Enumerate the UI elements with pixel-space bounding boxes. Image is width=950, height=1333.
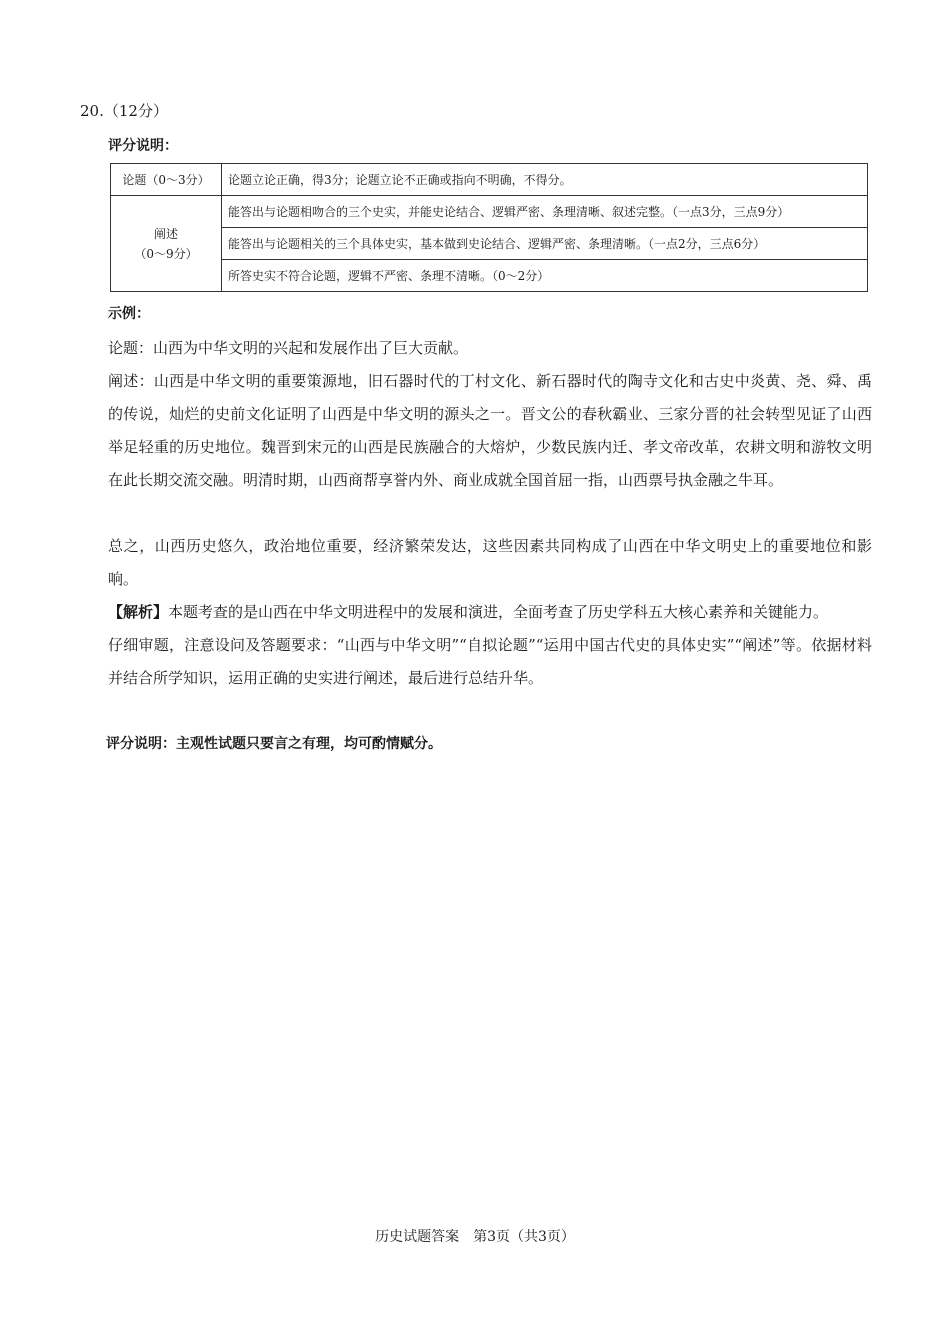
- rubric-criteria-elaboration-2: 能答出与论题相关的三个具体史实，基本做到史论结合、逻辑严密、条理清晰。（一点2分，三点6分）: [222, 228, 868, 260]
- rubric-row-thesis: [111, 164, 868, 196]
- analysis-section: [108, 596, 872, 695]
- example-label: 示例：: [108, 306, 150, 322]
- analysis-paragraph-2: 仔细审题，注意设问及答题要求：“山西与中华文明”“自拟论题”“运用中国古代史的具体史实”“阐述”等。依据材料并结合所学知识，运用正确的史实进行阐述，最后进行总结升华。: [108, 636, 872, 687]
- rubric-category-elaboration-title: 阐述: [153, 226, 178, 241]
- rubric-criteria-elaboration-3: 所答史实不符合论题，逻辑不严密、条理不清晰。（0～2分）: [222, 260, 868, 292]
- rubric-category-elaboration: [111, 196, 222, 292]
- example-elaboration: 阐述：山西是中华文明的重要策源地，旧石器时代的丁村文化、新石器时代的陶寺文化和古史中炎黄、尧、舜、禹的传说，灿烂的史前文化证明了山西是中华文明的源头之一。晋文公的春秋霸业、三家分晋的社会转型见证了山西举足轻重的历史地位。魏晋到宋元的山西是民族融合的大熔炉，少数民族内迁、孝文帝改革，农耕文明和游牧文明在此长期交流交融。明清时期，山西商帮享誉内外、商业成就全国首屈一指，山西票号执金融之牛耳。: [108, 372, 872, 489]
- rubric-criteria-thesis: 论题立论正确，得3分；论题立论不正确或指向不明确，不得分。: [222, 164, 868, 196]
- rubric-criteria-elaboration-1: 能答出与论题相吻合的三个史实，并能史论结合、逻辑严密、条理清晰、叙述完整。（一点3分，三点9分）: [222, 196, 868, 228]
- grading-rubric-table: [110, 163, 868, 292]
- rubric-category-thesis: 论题（0～3分）: [111, 164, 222, 196]
- rubric-category-elaboration-score: （0～9分）: [134, 246, 198, 261]
- example-thesis: 论题：山西为中华文明的兴起和发展作出了巨大贡献。: [108, 339, 469, 357]
- rubric-row-elaboration-2: [111, 228, 868, 260]
- grading-note: 评分说明：主观性试题只要言之有理，均可酌情赋分。: [106, 736, 442, 752]
- grading-label: 评分说明：: [108, 138, 178, 154]
- question-header: 20.（12分）: [80, 102, 168, 120]
- example-conclusion: 总之，山西历史悠久，政治地位重要，经济繁荣发达，这些因素共同构成了山西在中华文明史上的重要地位和影响。: [108, 537, 872, 588]
- page-footer: 历史试题答案 第3页（共3页）: [375, 1229, 575, 1245]
- analysis-paragraph-1: [108, 596, 872, 629]
- rubric-row-elaboration-1: [111, 196, 868, 228]
- analysis-tag: 【解析】: [108, 603, 169, 621]
- analysis-text-1: 本题考查的是山西在中华文明进程中的发展和演进，全面考查了历史学科五大核心素养和关键能力。: [168, 603, 829, 621]
- rubric-row-elaboration-3: [111, 260, 868, 292]
